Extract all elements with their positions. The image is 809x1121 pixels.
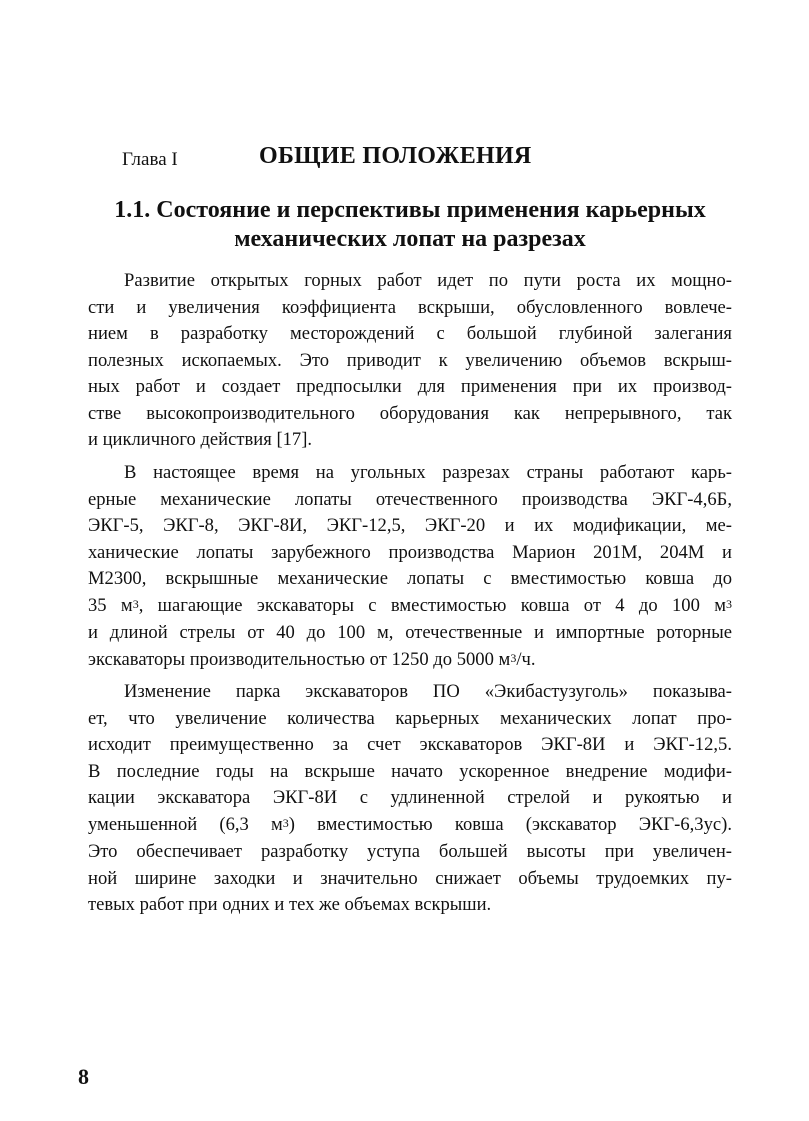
text-line: ных работ и создает предпосылки для применения при их производ- — [88, 376, 732, 397]
section-title-line: механических лопат на разрезах — [234, 226, 586, 252]
page-number: 8 — [78, 1064, 89, 1089]
text-fragment: , шагающие экскаваторы с вместимостью ковша от 4 до 100 м — [138, 594, 726, 616]
text-line: Развитие открытых горных работ идет по пути роста их мощно- — [124, 270, 732, 291]
text-line: тевых работ при одних и тех же объемах вскрыши. — [88, 894, 492, 915]
text-line: нием в разработку месторождений с большой глубиной залегания — [88, 323, 732, 344]
text-line: стве высокопроизводительного оборудования как непрерывного, так — [88, 402, 732, 424]
text-fragment: уменьшенной (6,3 м — [88, 813, 283, 835]
section-title — [60, 196, 760, 254]
text-fragment: /ч. — [516, 648, 536, 670]
text-fragment: экскаваторы производительностью от 1250 до 5000 м — [88, 648, 511, 670]
chapter-title: ОБЩИЕ ПОЛОЖЕНИЯ — [259, 143, 532, 169]
chapter-heading — [122, 143, 682, 175]
text-fragment: ) вместимостью ковша (экскаватор ЭКГ-6,3ус). — [288, 813, 732, 835]
text-line: полезных ископаемых. Это приводит к увеличению объемов вскрыш- — [88, 349, 732, 371]
superscript: 3 — [132, 596, 139, 611]
text-line: ЭКГ-5, ЭКГ-8, ЭКГ-8И, ЭКГ-12,5, ЭКГ-20 и их модификации, ме- — [88, 515, 732, 536]
text-line: В настоящее время на угольных разрезах страны работают карь- — [124, 462, 732, 483]
text-line — [88, 593, 732, 621]
text-line: Это обеспечивает разработку уступа большей высоты при увеличен- — [88, 841, 732, 862]
section-title-line: 1.1. Состояние и перспективы применения карьерных — [114, 197, 706, 223]
superscript: 3 — [510, 650, 517, 665]
paragraph-2 — [88, 460, 732, 674]
text-line: и длиной стрелы от 40 до 100 м, отечественные и импортные роторные — [88, 622, 732, 643]
text-line: исходит преимущественно за счет экскаваторов ЭКГ-8И и ЭКГ-12,5. — [88, 734, 732, 755]
text-line: М2300, вскрышные механические лопаты с вместимостью ковша до — [88, 568, 732, 589]
text-line: сти и увеличения коэффициента вскрыши, обусловленного вовлече- — [88, 296, 732, 318]
text-line: ханические лопаты зарубежного производства Марион 201М, 204М и — [88, 541, 732, 563]
superscript: 3 — [726, 596, 732, 611]
text-line — [88, 812, 732, 840]
text-line: кации экскаватора ЭКГ-8И с удлиненной стрелой и рукоятью и — [88, 787, 732, 808]
text-line: Изменение парка экскаваторов ПО «Экибастузуголь» показыва- — [124, 681, 732, 702]
chapter-label: Глава I — [122, 149, 178, 170]
paragraph-1 — [88, 268, 732, 454]
text-line: ерные механические лопаты отечественного производства ЭКГ-4,6Б, — [88, 488, 732, 510]
superscript: 3 — [282, 815, 289, 830]
text-line: ной ширине заходки и значительно снижает объемы трудоемких пу- — [88, 867, 732, 889]
text-line: ет, что увеличение количества карьерных механических лопат про- — [88, 707, 732, 729]
text-line — [88, 647, 732, 675]
text-fragment: 35 м — [88, 594, 133, 616]
text-line: и цикличного действия [17]. — [88, 429, 313, 450]
text-line: В последние годы на вскрыше начато ускоренное внедрение модифи- — [88, 760, 732, 782]
paragraph-3 — [88, 679, 732, 919]
